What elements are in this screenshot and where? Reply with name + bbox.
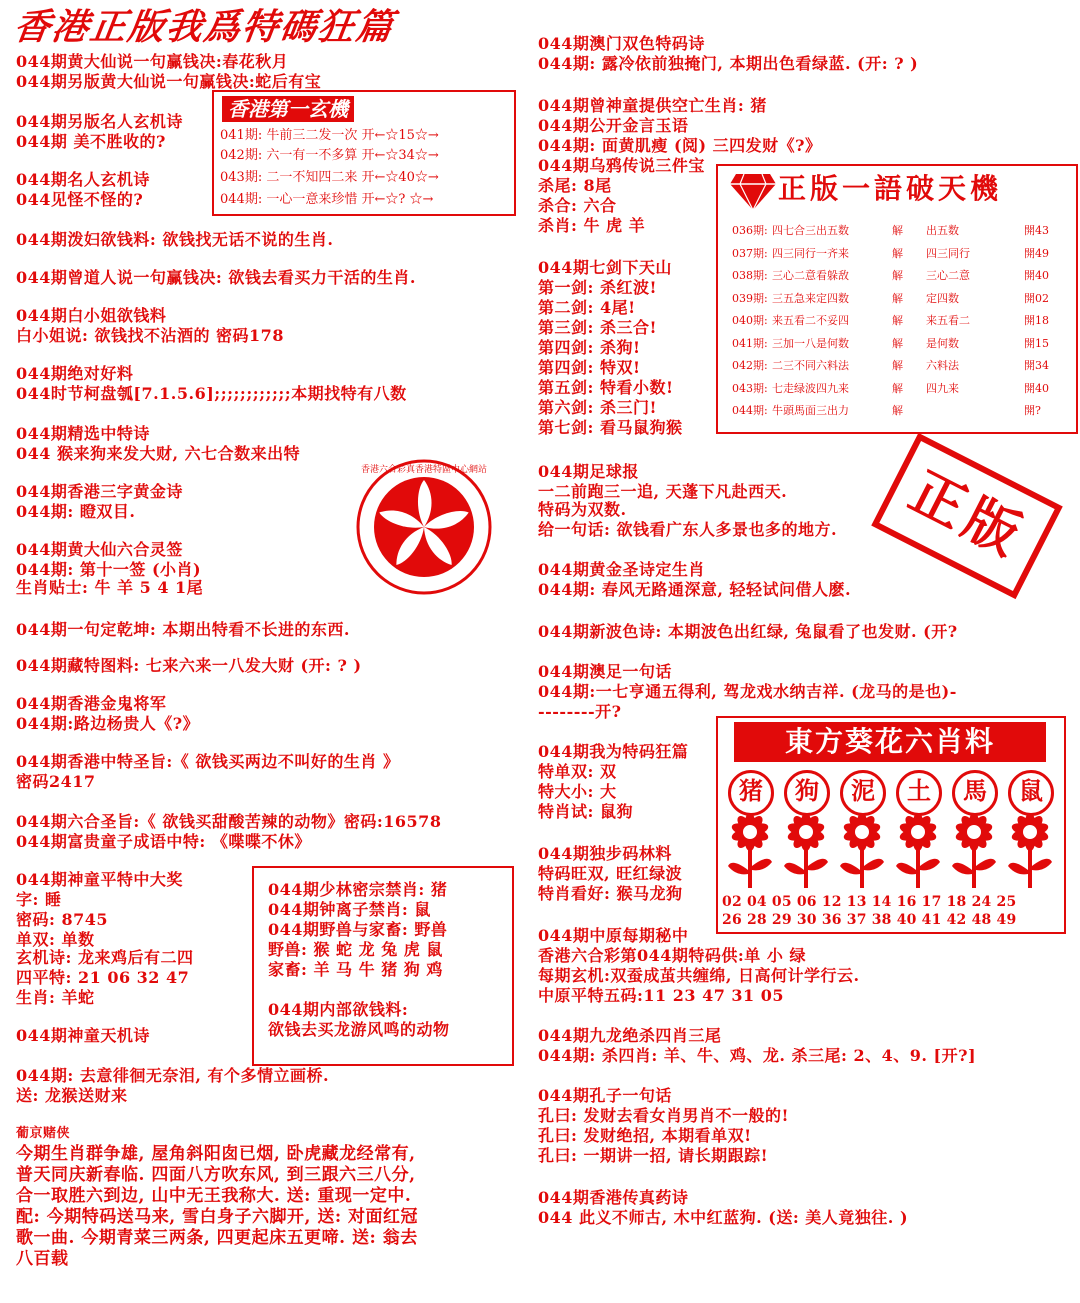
text-line: 044期澳足一句话 bbox=[538, 662, 672, 681]
text-line: 044期神童天机诗 bbox=[16, 1026, 150, 1045]
text-line: 第五剑: 特看小数! bbox=[538, 378, 674, 397]
text-line: 044期: 第十一签 (小肖) bbox=[16, 560, 202, 579]
text-line: 044期香港三字黄金诗 bbox=[16, 482, 183, 501]
text-line: 044期独步码林料 bbox=[538, 844, 672, 863]
text-line: 第四剑: 特双! bbox=[538, 358, 641, 377]
text-line: 第四剑: 杀狗! bbox=[538, 338, 641, 357]
riddle-cell: 開40 bbox=[1024, 269, 1049, 282]
text-line: 044期: 露冷依前独掩门, 本期出色看绿蓝. (开: ? ) bbox=[538, 54, 919, 73]
text-line: 044期: 春风无路通深意, 轻轻试问借人麽. bbox=[538, 580, 852, 599]
text-line: 玄机诗: 龙来鸡后有二四 bbox=[16, 948, 194, 967]
gem-icon bbox=[730, 170, 776, 210]
sunflower-icon bbox=[784, 814, 828, 888]
text-line: 特码为双数. bbox=[538, 500, 627, 519]
riddle-cell: 来五看二 bbox=[926, 314, 970, 327]
pujing-line: 普天同庆新春临. 四面八方吹东风, 到三跟六三八分, bbox=[16, 1165, 416, 1185]
riddle-cell: 解 bbox=[892, 359, 903, 372]
riddle-cell: 036期: bbox=[732, 224, 768, 237]
riddle-cell: 開15 bbox=[1024, 336, 1049, 350]
riddle-cell: 解 bbox=[892, 381, 903, 395]
riddle-cell: 牛頭馬面三出力 bbox=[772, 404, 849, 417]
riddle-cell: 038期: bbox=[732, 269, 768, 282]
text-line: 044期名人玄机诗 bbox=[16, 170, 150, 189]
zodiac-circle: 鼠 bbox=[1008, 770, 1054, 816]
riddle-cell: 開49 bbox=[1024, 246, 1049, 260]
pujing-line: 今期生肖群争雄, 屋角斜阳囱已烟, 卧虎藏龙经常有, bbox=[16, 1144, 416, 1164]
shaolin-line: 044期内部欲钱料: bbox=[268, 1000, 409, 1019]
text-line: 每期玄机:双蚕成茧共缠绵, 日高何计学行云. bbox=[538, 966, 860, 985]
riddle-cell: 解 bbox=[892, 314, 903, 327]
text-line: --------开? bbox=[538, 702, 622, 721]
text-line: 四平特: 21 06 32 47 bbox=[16, 968, 190, 987]
text-line: 生肖: 羊蛇 bbox=[16, 988, 95, 1007]
shaolin-line: 欲钱去买龙游风鸣的动物 bbox=[268, 1020, 450, 1039]
text-line: 孔曰: 发财去看女肖男肖不一般的! bbox=[538, 1106, 790, 1125]
riddle-cell: 041期: bbox=[732, 336, 768, 350]
number-row: 02 04 05 06 12 13 14 16 17 18 24 25 bbox=[722, 894, 1017, 910]
text-line: 香港六合彩第044期特码供:单 小 绿 bbox=[538, 946, 806, 965]
text-line: 044期 美不胜收的? bbox=[16, 132, 166, 151]
text-line: 044期神童平特中大奖 bbox=[16, 870, 183, 889]
text-line: 044期精选中特诗 bbox=[16, 424, 150, 443]
zodiac-circle: 狗 bbox=[784, 770, 830, 816]
xuanji-row: 041期: 牛前三二发一次 开←☆15☆→ bbox=[220, 128, 439, 143]
text-line: 044见怪不怪的? bbox=[16, 190, 144, 209]
text-line: 044期: 瞪双目. bbox=[16, 502, 136, 521]
sunflower-icon bbox=[840, 814, 884, 888]
number-row: 26 28 29 30 36 37 38 40 41 42 48 49 bbox=[722, 912, 1017, 928]
riddle-cell: 三心二意看躲敌 bbox=[772, 269, 849, 282]
text-line: 生肖贴士: 牛 羊 5 4 1尾 bbox=[16, 578, 204, 597]
riddle-cell: 開43 bbox=[1024, 224, 1049, 237]
sunflower-icon bbox=[728, 814, 772, 888]
text-line: 044期绝对好料 bbox=[16, 364, 134, 383]
riddle-cell: 三心二意 bbox=[926, 269, 970, 282]
riddle-cell: 043期: bbox=[732, 381, 768, 395]
text-line: 044期香港传真药诗 bbox=[538, 1188, 689, 1207]
riddle-cell: 解 bbox=[892, 291, 903, 305]
pujing-line: 歌一曲. 今期青菜三两条, 四更起床五更啼. 送: 翁去 bbox=[16, 1228, 418, 1248]
text-line: 044期一句定乾坤: 本期出特看不长进的东西. bbox=[16, 620, 350, 639]
emblem-text: 香港六合彩真香港特區中心網站 bbox=[360, 465, 488, 475]
text-line: 送: 龙猴送财来 bbox=[16, 1086, 128, 1105]
pujing-line: 八百载 bbox=[16, 1249, 69, 1269]
text-line: 044期九龙绝杀四肖三尾 bbox=[538, 1026, 722, 1045]
zodiac-circle: 馬 bbox=[952, 770, 998, 816]
zodiac-circle: 泥 bbox=[840, 770, 886, 816]
shaolin-line: 家畜: 羊 马 牛 猪 狗 鸡 bbox=[268, 960, 443, 979]
shaolin-line: 044期野兽与家畜: 野兽 bbox=[268, 920, 448, 939]
text-line: 044期藏特图料: 七来六来一八发大财 (开: ? ) bbox=[16, 656, 362, 675]
pujing-line: 配: 今期特码送马来, 雪白身子六脚开, 送: 对面红冠 bbox=[16, 1207, 419, 1227]
text-line: 044期: 杀四肖: 羊、牛、鸡、龙. 杀三尾: 2、4、9. [开?] bbox=[538, 1046, 977, 1065]
sunflower-icon bbox=[1008, 814, 1052, 888]
text-line: 第三剑: 杀三合! bbox=[538, 318, 658, 337]
text-line: 杀尾: 8尾 bbox=[538, 176, 612, 195]
text-line: 044期: 去意徘徊无奈泪, 有个多情立画桥. bbox=[16, 1066, 330, 1085]
riddle-cell: 四三同行一齐来 bbox=[772, 246, 849, 260]
riddle-cell: 開? bbox=[1024, 404, 1041, 417]
riddle-cell: 定四数 bbox=[926, 291, 959, 305]
text-line: 单双: 单数 bbox=[16, 930, 95, 949]
text-line: 044期曾道人说一句赢钱决: 欲钱去看买力干活的生肖. bbox=[16, 268, 416, 287]
text-line: 特肖试: 鼠狗 bbox=[538, 802, 633, 821]
sunflower-icon bbox=[952, 814, 996, 888]
text-line: 白小姐说: 欲钱找不沾酒的 密码178 bbox=[16, 326, 284, 345]
riddle-cell: 出五数 bbox=[926, 224, 959, 237]
text-line: 第七剑: 看马鼠狗猴 bbox=[538, 418, 683, 437]
sunflower-row bbox=[718, 814, 1064, 890]
xuanji-row: 043期: 二一不知四二来 开←☆40☆→ bbox=[220, 170, 439, 185]
text-line: 密码2417 bbox=[16, 772, 96, 791]
text-line: 044期:一七亨通五得利, 驾龙戏水纳吉祥. (龙马的是也)- bbox=[538, 682, 957, 701]
text-line: 特肖看好: 猴马龙狗 bbox=[538, 884, 683, 903]
shaolin-box bbox=[252, 866, 514, 1066]
riddle-cell: 042期: bbox=[732, 359, 768, 372]
text-line: 密码: 8745 bbox=[16, 910, 109, 929]
text-line: 044期新波色诗: 本期波色出红绿, 兔鼠看了也发财. (开? bbox=[538, 622, 958, 641]
text-line: 044期黄大仙六合灵签 bbox=[16, 540, 183, 559]
text-line: 044时节柯盘瓠[7.1.5.6];;;;;;;;;;;;本期找特有八数 bbox=[16, 384, 407, 403]
text-line: 044 猴来狗来发大财, 六七合数来出特 bbox=[16, 444, 301, 463]
shaolin-line: 044期少林密宗禁肖: 猪 bbox=[268, 880, 448, 899]
xuanji-row: 042期: 六一有一不多算 开←☆34☆→ bbox=[220, 148, 439, 163]
riddle-cell: 開40 bbox=[1024, 381, 1049, 395]
xuanji-title: 香港第一玄機 bbox=[222, 96, 354, 122]
riddle-cell: 037期: bbox=[732, 246, 768, 260]
riddle-cell: 四九来 bbox=[926, 381, 959, 395]
text-line: 给一句话: 欲钱看广东人多景也多的地方. bbox=[538, 520, 838, 539]
riddle-cell: 044期: bbox=[732, 404, 768, 417]
text-line: 044期公开金言玉语 bbox=[538, 116, 689, 135]
text-line: 044期泼妇欲钱料: 欲钱找无话不说的生肖. bbox=[16, 230, 334, 249]
riddle-cell: 解 bbox=[892, 404, 903, 417]
text-line: 044期六合圣旨:《 欲钱买甜酸苦辣的动物》密码:16578 bbox=[16, 812, 442, 831]
text-line: 044期另版黄大仙说一句赢钱决:蛇后有宝 bbox=[16, 72, 322, 91]
riddle-cell: 解 bbox=[892, 224, 903, 237]
text-line: 杀合: 六合 bbox=[538, 196, 617, 215]
text-line: 044期曾神童提供空亡生肖: 猪 bbox=[538, 96, 767, 115]
riddle-cell: 解 bbox=[892, 336, 903, 350]
text-line: 044期另版名人玄机诗 bbox=[16, 112, 183, 131]
text-line: 特码旺双, 旺红绿波 bbox=[538, 864, 683, 883]
pujing-title: 葡京赌侠 bbox=[16, 1126, 71, 1141]
text-line: 044期黄大仙说一句赢钱决:春花秋月 bbox=[16, 52, 289, 71]
text-line: 044期香港金鬼将军 bbox=[16, 694, 167, 713]
text-line: 第一剑: 杀红波! bbox=[538, 278, 658, 297]
xuanji-box bbox=[212, 90, 516, 216]
text-line: 孔曰: 一期讲一招, 请长期跟踪! bbox=[538, 1146, 769, 1165]
riddle-cell: 040期: bbox=[732, 314, 768, 327]
riddle-cell: 四七合三出五数 bbox=[772, 224, 849, 237]
zhengban-box bbox=[716, 164, 1078, 434]
riddle-cell: 039期: bbox=[732, 291, 768, 305]
text-line: 杀肖: 牛 虎 羊 bbox=[538, 216, 646, 235]
text-line: 一二前跑三一追, 天蓬下凡赴西天. bbox=[538, 482, 788, 501]
text-line: 044期乌鸦传说三件宝 bbox=[538, 156, 705, 175]
riddle-cell: 開18 bbox=[1024, 314, 1049, 327]
text-line: 044期白小姐欲钱料 bbox=[16, 306, 167, 325]
riddle-cell: 三加一八是何数 bbox=[772, 336, 849, 350]
riddle-cell: 是何数 bbox=[926, 336, 959, 350]
bauhinia-emblem bbox=[355, 458, 493, 596]
riddle-cell: 四三同行 bbox=[926, 246, 970, 260]
riddle-cell: 七走绿波四九来 bbox=[772, 381, 849, 395]
text-line: 字: 睡 bbox=[16, 890, 62, 909]
text-line: 第六剑: 杀三门! bbox=[538, 398, 658, 417]
text-line: 044期澳门双色特码诗 bbox=[538, 34, 705, 53]
text-line: 044期香港中特圣旨:《 欲钱买两边不叫好的生肖 》 bbox=[16, 752, 400, 771]
sunflower-icon bbox=[896, 814, 940, 888]
riddle-cell: 開02 bbox=[1024, 291, 1049, 305]
zodiac-circle: 猪 bbox=[728, 770, 774, 816]
zhengban-title: 正版一語破天機 bbox=[778, 172, 1003, 205]
text-line: 孔曰: 发财绝招, 本期看单双! bbox=[538, 1126, 752, 1145]
riddle-cell: 解 bbox=[892, 246, 903, 260]
text-line: 特大小: 大 bbox=[538, 782, 617, 801]
text-line: 044期富贵童子成语中特: 《喋喋不休》 bbox=[16, 832, 311, 851]
dongfang-box bbox=[716, 716, 1066, 934]
zodiac-circle: 土 bbox=[896, 770, 942, 816]
riddle-cell: 二三不同六料法 bbox=[772, 359, 849, 372]
riddle-cell: 解 bbox=[892, 269, 903, 282]
riddle-cell: 来五看二不妥四 bbox=[772, 314, 849, 327]
text-line: 特单双: 双 bbox=[538, 762, 617, 781]
riddle-cell: 三五急来定四数 bbox=[772, 291, 849, 305]
dongfang-title: 東方葵花六肖料 bbox=[734, 722, 1046, 762]
text-line: 中原平特五码:11 23 47 31 05 bbox=[538, 986, 785, 1005]
text-line: 044期黄金圣诗定生肖 bbox=[538, 560, 705, 579]
text-line: 044 此义不师古, 木中红蓝狗. (送: 美人竟独往. ) bbox=[538, 1208, 909, 1227]
text-line: 044期我为特码狂篇 bbox=[538, 742, 689, 761]
text-line: 044期中原每期秘中 bbox=[538, 926, 689, 945]
riddle-cell: 六料法 bbox=[926, 359, 959, 372]
shaolin-line: 044期钟离子禁肖: 鼠 bbox=[268, 900, 431, 919]
page-title: 香港正版我爲特碼狂篇 bbox=[11, 7, 397, 48]
shaolin-line: 野兽: 猴 蛇 龙 兔 虎 鼠 bbox=[268, 940, 443, 959]
zhengban-stamp: 正版 bbox=[871, 433, 1063, 599]
text-line: 044期足球报 bbox=[538, 462, 639, 481]
text-line: 044期七剑下天山 bbox=[538, 258, 672, 277]
riddle-cell: 開34 bbox=[1024, 359, 1049, 372]
text-line: 044期:路边杨贵人《?》 bbox=[16, 714, 200, 733]
text-line: 044期: 面黄肌瘦 (阅) 三四发财《?》 bbox=[538, 136, 822, 155]
xuanji-row: 044期: 一心一意来珍惜 开←☆? ☆→ bbox=[220, 192, 434, 207]
text-line: 044期孔子一句话 bbox=[538, 1086, 672, 1105]
text-line: 第二剑: 4尾! bbox=[538, 298, 636, 317]
pujing-line: 合一取胜六到边, 山中无王我称大. 送: 重现一定中. bbox=[16, 1186, 412, 1206]
